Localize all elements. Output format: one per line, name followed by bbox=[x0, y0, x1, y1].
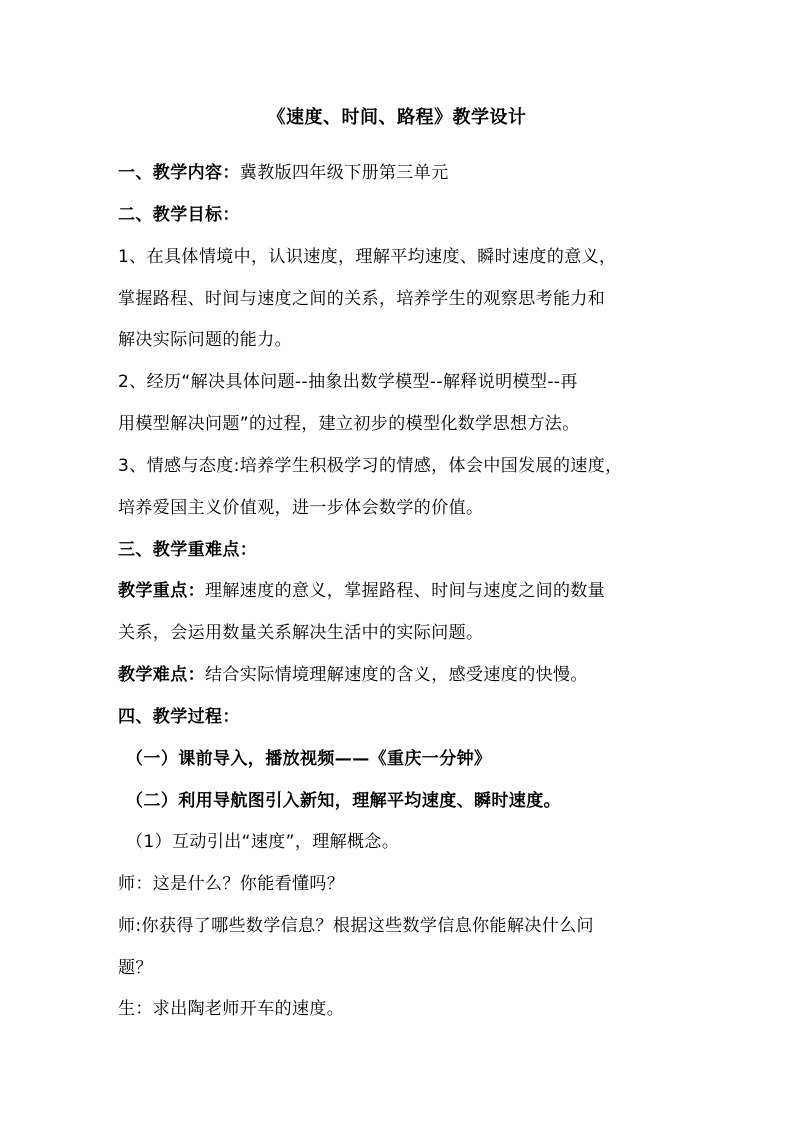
goal-2-line-2: 用模型解决问题”的过程，建立初步的模型化数学思想方法。 bbox=[118, 414, 580, 434]
teaching-goals-heading: 二、教学目标： bbox=[118, 205, 240, 225]
dialog-line-3: 生：求出陶老师开车的速度。 bbox=[118, 999, 345, 1019]
teaching-content-value: 冀教版四年级下册第三单元 bbox=[239, 163, 449, 183]
process-sub-1: （1）互动引出“速度”，理解概念。 bbox=[126, 832, 400, 852]
difficulty-text: 结合实际情境理解速度的含义，感受速度的快慢。 bbox=[205, 665, 588, 685]
teaching-content-line bbox=[118, 162, 698, 184]
teaching-content-label: 一、教学内容： bbox=[118, 163, 240, 183]
process-step-2: （二）利用导航图引入新知，理解平均速度、瞬时速度。 bbox=[126, 791, 561, 811]
key-point-line-1 bbox=[118, 580, 698, 602]
dialog-line-2: 师:你获得了哪些数学信息？根据这些数学信息你能解决什么问 bbox=[118, 916, 594, 936]
key-point-line-2: 关系，会运用数量关系解决生活中的实际问题。 bbox=[118, 623, 484, 643]
key-difficult-heading: 三、教学重难点： bbox=[118, 540, 258, 560]
document-title: 《速度、时间、路程》教学设计 bbox=[267, 107, 527, 128]
process-step-1: （一）课前导入，播放视频——《重庆一分钟》 bbox=[126, 749, 492, 769]
difficulty-label: 教学难点： bbox=[118, 665, 205, 685]
dialog-line-1: 师：这是什么？你能看懂吗？ bbox=[118, 874, 345, 894]
key-point-label: 教学重点： bbox=[118, 581, 205, 601]
goal-1-line-2: 掌握路程、时间与速度之间的关系，培养学生的观察思考能力和 bbox=[118, 289, 606, 309]
goal-1-line-3: 解决实际问题的能力。 bbox=[118, 330, 292, 350]
goal-2-line-1: 2、经历“解决具体问题--抽象出数学模型--解释说明模型--再 bbox=[118, 372, 578, 392]
teaching-process-heading: 四、教学过程： bbox=[118, 707, 240, 727]
dialog-line-2-cont: 题？ bbox=[118, 958, 153, 978]
goal-1-line-1: 1、在具体情境中，认识速度，理解平均速度、瞬时速度的意义， bbox=[118, 247, 617, 267]
goal-3-line-2: 培养爱国主义价值观，进一步体会数学的价值。 bbox=[118, 498, 484, 518]
difficulty-line bbox=[118, 664, 698, 686]
key-point-text: 理解速度的意义，掌握路程、时间与速度之间的数量 bbox=[205, 581, 606, 601]
goal-3-line-1: 3、情感与态度:培养学生积极学习的情感，体会中国发展的速度， bbox=[118, 456, 623, 476]
